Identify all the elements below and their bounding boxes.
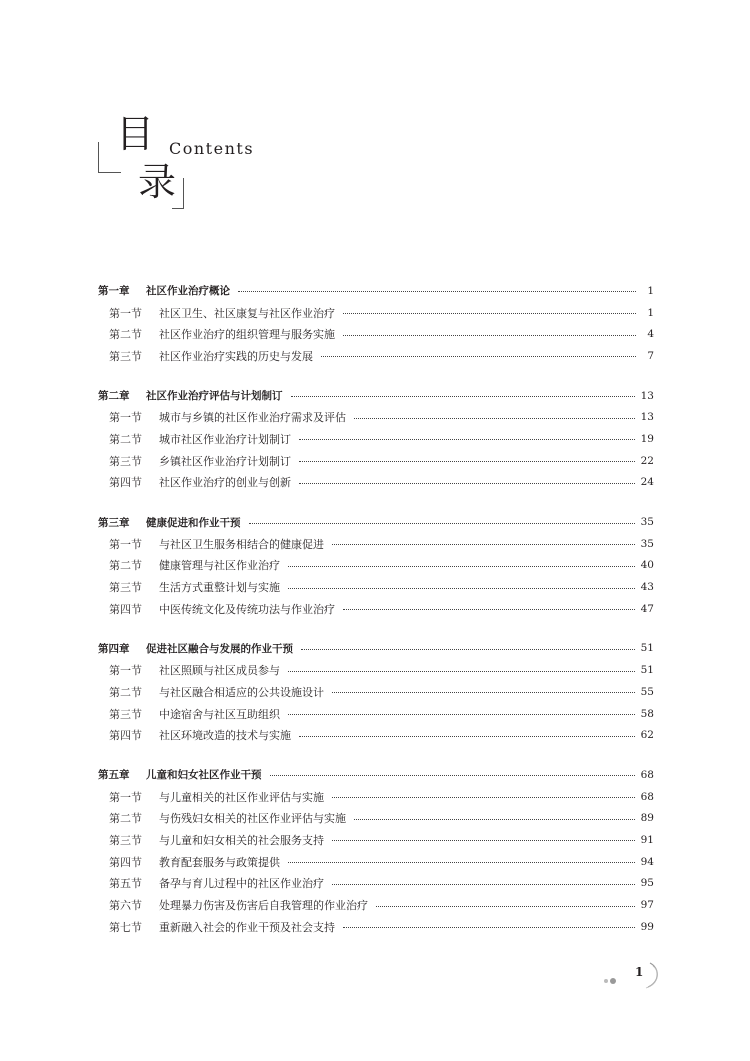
heading-mu-char: 目 xyxy=(116,112,155,156)
entry-number: 第五节 xyxy=(109,877,142,891)
section-entry[interactable] xyxy=(98,916,654,938)
dot-leader xyxy=(332,797,635,798)
entry-number: 第一节 xyxy=(109,664,142,678)
dot-leader xyxy=(288,862,635,863)
entry-title: 社区卫生、社区康复与社区作业治疗 xyxy=(159,306,335,320)
entry-page-number: 1 xyxy=(647,306,654,319)
section-entry[interactable] xyxy=(98,450,654,472)
section-entry[interactable] xyxy=(98,851,654,873)
section-entry[interactable] xyxy=(98,598,654,620)
dot-leader xyxy=(301,649,635,650)
entry-page-number: 40 xyxy=(640,559,654,572)
dot-leader xyxy=(238,291,636,292)
entry-title: 社区作业治疗概论 xyxy=(146,285,230,298)
chapter-entry[interactable] xyxy=(98,280,654,302)
section-entry[interactable] xyxy=(98,472,654,494)
entry-title: 中途宿舍与社区互助组织 xyxy=(159,707,280,721)
section-entry[interactable] xyxy=(98,724,654,746)
entry-page-number: 51 xyxy=(640,642,654,655)
entry-page-number: 51 xyxy=(640,664,654,677)
entry-title: 城市社区作业治疗计划制订 xyxy=(159,432,291,446)
entry-page-number: 35 xyxy=(640,537,654,550)
entry-title: 健康促进和作业干预 xyxy=(146,516,241,529)
dot-leader xyxy=(332,544,635,545)
section-entry[interactable] xyxy=(98,302,654,324)
entry-number: 第四章 xyxy=(98,642,130,655)
entry-title: 中医传统文化及传统功法与作业治疗 xyxy=(159,602,335,616)
entry-title: 社区照顾与社区成员参与 xyxy=(159,664,280,678)
dot-leader xyxy=(354,819,635,820)
entry-number: 第一节 xyxy=(109,790,142,804)
chapter-entry[interactable] xyxy=(98,764,654,786)
entry-title: 社区作业治疗的组织管理与服务实施 xyxy=(159,328,335,342)
section-entry[interactable] xyxy=(98,406,654,428)
dot-leader xyxy=(299,461,635,462)
entry-title: 与社区融合相适应的公共设施设计 xyxy=(159,685,324,699)
entry-number: 第一节 xyxy=(109,306,142,320)
dot-leader xyxy=(249,523,635,524)
entry-page-number: 55 xyxy=(640,685,654,698)
entry-page-number: 99 xyxy=(640,920,654,933)
entry-page-number: 97 xyxy=(640,899,654,912)
section-entry[interactable] xyxy=(98,786,654,808)
entry-title: 处理暴力伤害及伤害后自我管理的作业治疗 xyxy=(159,899,368,913)
heading-bracket-right xyxy=(172,178,184,209)
dot-leader xyxy=(299,736,635,737)
entry-page-number: 95 xyxy=(640,877,654,890)
entry-number: 第五章 xyxy=(98,769,130,782)
dot-leader xyxy=(343,927,635,928)
chapter-block xyxy=(98,764,654,938)
chapter-entry[interactable] xyxy=(98,511,654,533)
entry-page-number: 24 xyxy=(640,476,654,489)
dot-leader xyxy=(376,906,635,907)
entry-title: 与儿童相关的社区作业评估与实施 xyxy=(159,790,324,804)
entry-title: 重新融入社会的作业干预及社会支持 xyxy=(159,920,335,934)
entry-page-number: 19 xyxy=(640,432,654,445)
entry-page-number: 35 xyxy=(640,516,654,529)
dot-leader xyxy=(288,671,635,672)
entry-number: 第二节 xyxy=(109,685,142,699)
chapter-block xyxy=(98,638,654,746)
section-entry[interactable] xyxy=(98,681,654,703)
entry-page-number: 68 xyxy=(640,768,654,781)
entry-page-number: 94 xyxy=(640,855,654,868)
chapter-block xyxy=(98,280,654,367)
entry-title: 备孕与育儿过程中的社区作业治疗 xyxy=(159,877,324,891)
entry-title: 社区作业治疗的创业与创新 xyxy=(159,476,291,490)
section-entry[interactable] xyxy=(98,428,654,450)
entry-page-number: 91 xyxy=(640,833,654,846)
entry-number: 第四节 xyxy=(109,602,142,616)
entry-number: 第四节 xyxy=(109,729,142,743)
entry-title: 城市与乡镇的社区作业治疗需求及评估 xyxy=(159,411,346,425)
dot-leader xyxy=(343,609,635,610)
entry-page-number: 62 xyxy=(640,729,654,742)
section-entry[interactable] xyxy=(98,659,654,681)
dot-leader xyxy=(288,714,635,715)
dot-leader xyxy=(332,840,635,841)
chapter-entry[interactable] xyxy=(98,638,654,660)
entry-title: 乡镇社区作业治疗计划制订 xyxy=(159,454,291,468)
decorative-dots-icon xyxy=(604,970,618,989)
section-entry[interactable] xyxy=(98,894,654,916)
entry-number: 第三节 xyxy=(109,581,142,595)
entry-title: 教育配套服务与政策提供 xyxy=(159,855,280,869)
heading-contents-word: Contents xyxy=(169,139,255,158)
entry-page-number: 43 xyxy=(640,581,654,594)
entry-page-number: 47 xyxy=(640,602,654,615)
entry-number: 第七节 xyxy=(109,920,142,934)
entry-page-number: 7 xyxy=(647,349,654,362)
dot-leader xyxy=(270,775,635,776)
entry-number: 第二节 xyxy=(109,559,142,573)
dot-leader xyxy=(299,483,635,484)
entry-title: 社区作业治疗评估与计划制订 xyxy=(146,390,283,403)
entry-title: 与伤残妇女相关的社区作业评估与实施 xyxy=(159,812,346,826)
dot-leader xyxy=(343,335,636,336)
dot-leader xyxy=(354,418,635,419)
entry-title: 与社区卫生服务相结合的健康促进 xyxy=(159,537,324,551)
dot-leader xyxy=(288,588,635,589)
entry-number: 第一章 xyxy=(98,285,130,298)
section-entry[interactable] xyxy=(98,873,654,895)
entry-title: 健康管理与社区作业治疗 xyxy=(159,559,280,573)
dot-leader xyxy=(343,313,636,314)
entry-number: 第二章 xyxy=(98,390,130,403)
section-entry[interactable] xyxy=(98,703,654,725)
section-entry[interactable] xyxy=(98,807,654,829)
section-entry[interactable] xyxy=(98,323,654,345)
entry-number: 第三节 xyxy=(109,454,142,468)
heading-lu-char: 录 xyxy=(138,160,177,204)
entry-page-number: 22 xyxy=(640,454,654,467)
entry-title: 与儿童和妇女相关的社会服务支持 xyxy=(159,833,324,847)
entry-number: 第四节 xyxy=(109,855,142,869)
entry-number: 第三节 xyxy=(109,707,142,721)
entry-title: 促进社区融合与发展的作业干预 xyxy=(146,642,293,655)
section-entry[interactable] xyxy=(98,533,654,555)
entry-number: 第一节 xyxy=(109,537,142,551)
dot-leader xyxy=(299,439,635,440)
entry-number: 第三节 xyxy=(109,349,142,363)
entry-number: 第二节 xyxy=(109,812,142,826)
entry-number: 第四节 xyxy=(109,476,142,490)
entry-number: 第二节 xyxy=(109,328,142,342)
section-entry[interactable] xyxy=(98,555,654,577)
dot-leader xyxy=(332,692,635,693)
page-number-ornament xyxy=(604,960,664,990)
entry-title: 生活方式重整计划与实施 xyxy=(159,581,280,595)
entry-number: 第六节 xyxy=(109,899,142,913)
entry-page-number: 13 xyxy=(640,389,654,402)
entry-title: 社区环境改造的技术与实施 xyxy=(159,729,291,743)
dot-leader xyxy=(291,396,635,397)
section-entry[interactable] xyxy=(98,345,654,367)
entry-page-number: 13 xyxy=(640,411,654,424)
dot-leader xyxy=(321,356,636,357)
toc-heading xyxy=(0,0,750,230)
entry-page-number: 89 xyxy=(640,812,654,825)
entry-number: 第三节 xyxy=(109,833,142,847)
entry-number: 第一节 xyxy=(109,411,142,425)
entry-title: 儿童和妇女社区作业干预 xyxy=(146,769,262,782)
entry-page-number: 4 xyxy=(647,328,654,341)
entry-title: 社区作业治疗实践的历史与发展 xyxy=(159,349,313,363)
section-entry[interactable] xyxy=(98,576,654,598)
chapter-entry[interactable] xyxy=(98,385,654,407)
entry-page-number: 1 xyxy=(647,284,654,297)
table-of-contents xyxy=(98,280,654,956)
entry-number: 第三章 xyxy=(98,516,130,529)
entry-number: 第二节 xyxy=(109,432,142,446)
page-number: 1 xyxy=(635,965,644,979)
section-entry[interactable] xyxy=(98,829,654,851)
chapter-block xyxy=(98,385,654,493)
entry-page-number: 68 xyxy=(640,790,654,803)
chapter-block xyxy=(98,511,654,619)
entry-page-number: 58 xyxy=(640,707,654,720)
dot-leader xyxy=(332,884,635,885)
dot-leader xyxy=(288,566,635,567)
